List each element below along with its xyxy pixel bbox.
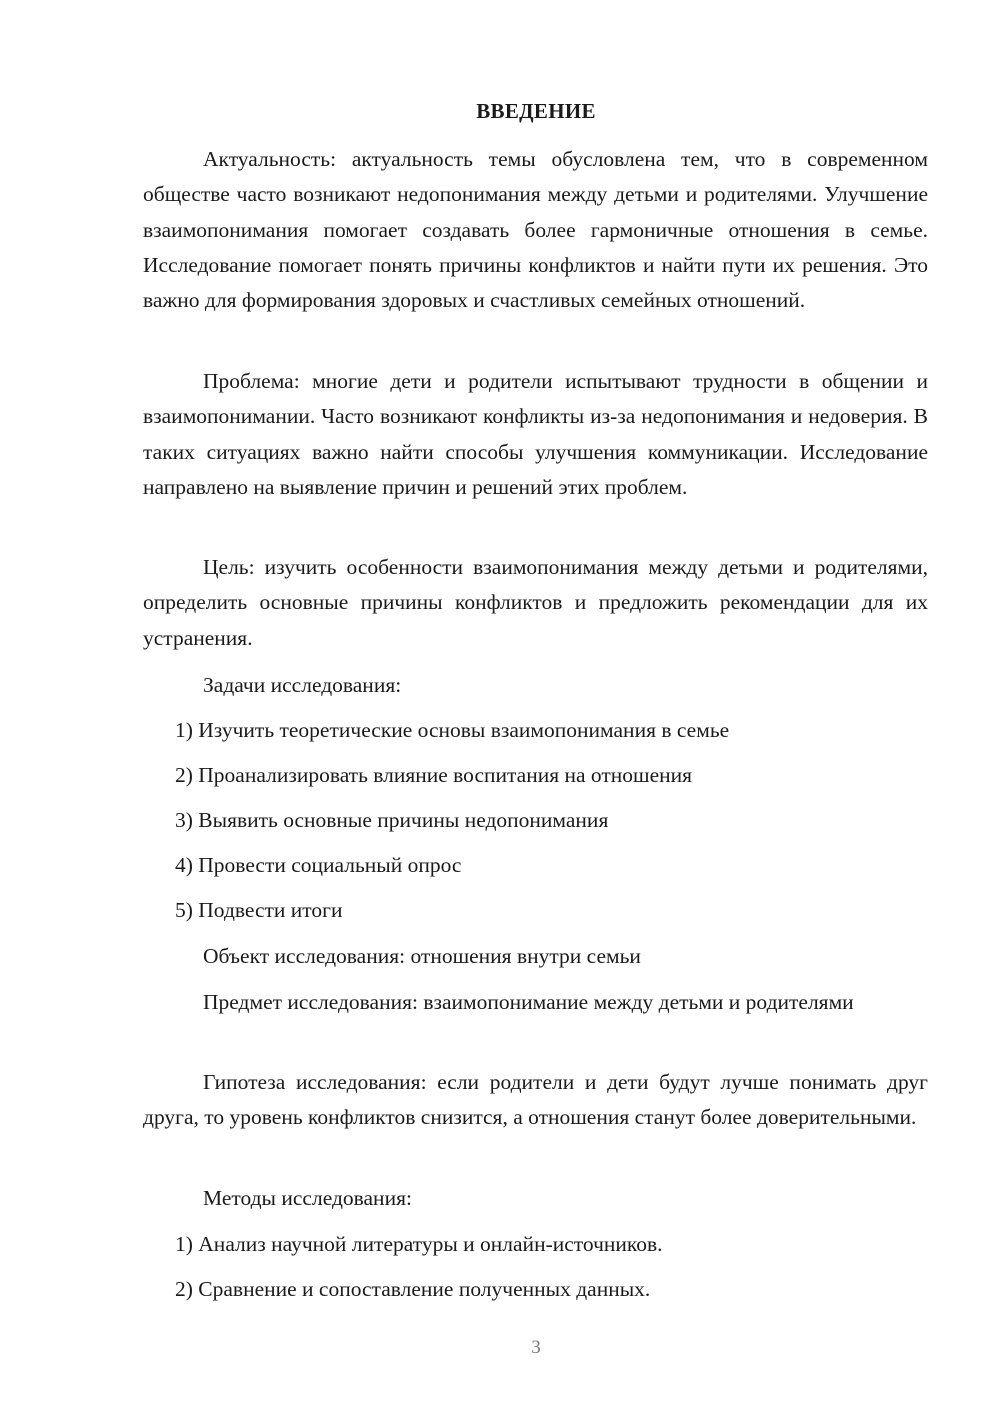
relevance-paragraph: Актуальность: актуальность темы обусловлена тем, что в современном обществе часто возникают недопонимания между детьми и родителями. Улучшение взаимопонимания помогает создавать более гармоничные отношения в семье. Исследование помогает понять причины конфликтов и найти пути их решения. Это важно для формирования здоровых и счастливых семейных отношений. (143, 147, 928, 313)
subject-paragraph: Предмет исследования: взаимопонимание между детьми и родителями (203, 990, 854, 1014)
task-item: 4) Провести социальный опрос (175, 853, 462, 877)
method-item: 2) Сравнение и сопоставление полученных данных. (175, 1277, 651, 1301)
task-item: 5) Подвести итоги (175, 898, 343, 922)
goal-paragraph: Цель: изучить особенности взаимопонимания между детьми и родителями, определить основные причины конфликтов и предложить рекомендации для их устранения. (143, 555, 928, 650)
problem-paragraph: Проблема: многие дети и родители испытывают трудности в общении и взаимопонимании. Часто возникают конфликты из-за недопонимания и недоверия. В таких ситуациях важно найти способы улучшения коммуникации. Исследование направлено на выявление причин и решений этих проблем. (143, 369, 928, 499)
section-title: ВВЕДЕНИЕ (476, 99, 596, 123)
hypothesis-paragraph: Гипотеза исследования: если родители и дети будут лучше понимать друг друга, то уровень конфликтов снизится, а отношения станут более доверительными. (143, 1070, 928, 1130)
task-item: 3) Выявить основные причины недопонимания (175, 808, 609, 832)
method-item: 1) Анализ научной литературы и онлайн-источников. (175, 1232, 663, 1256)
tasks-heading: Задачи исследования: (203, 673, 402, 697)
object-line: Объект исследования: отношения внутри семьи (203, 944, 641, 968)
task-item: 2) Проанализировать влияние воспитания на отношения (175, 763, 693, 787)
task-item: 1) Изучить теоретические основы взаимопонимания в семье (175, 718, 730, 742)
methods-heading: Методы исследования: (203, 1186, 412, 1210)
page-number: 3 (531, 1337, 541, 1358)
